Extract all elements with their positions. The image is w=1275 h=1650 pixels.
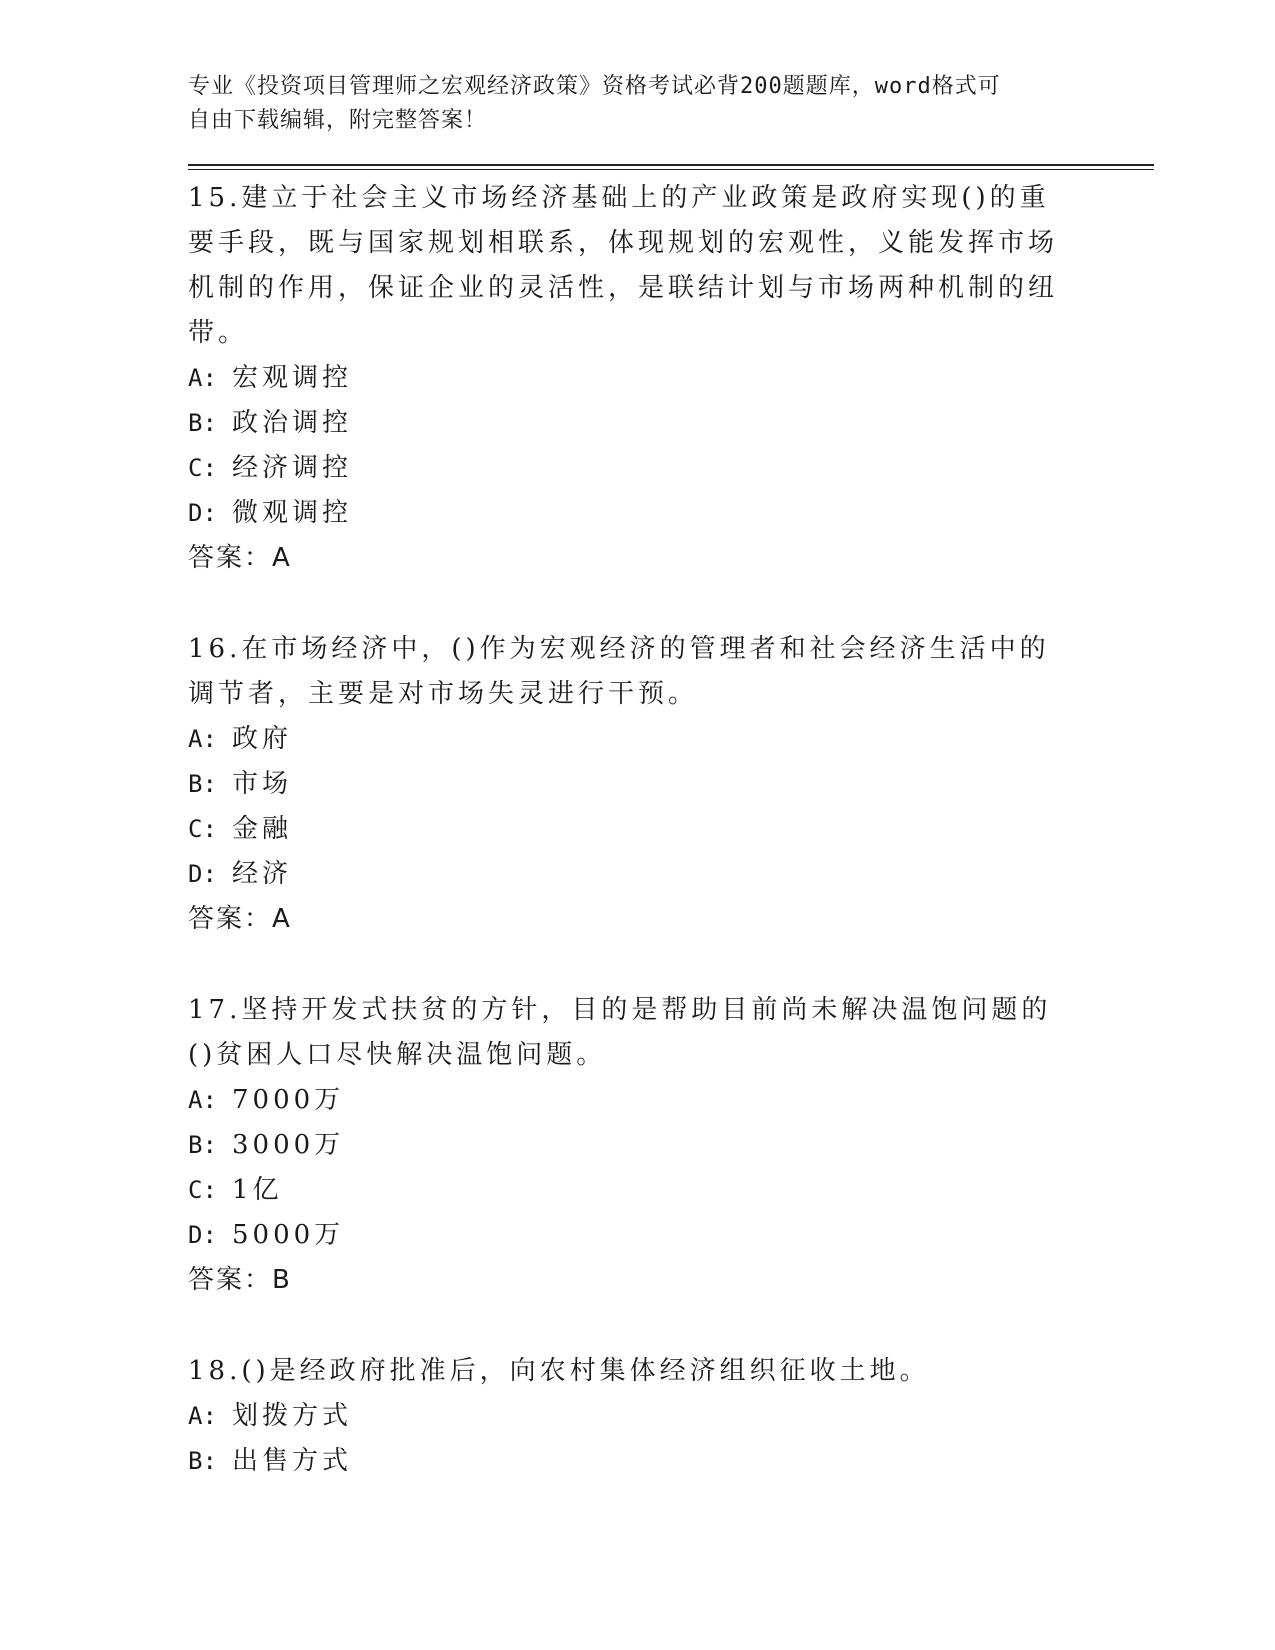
document-page bbox=[188, 70, 1158, 1530]
option-d bbox=[188, 491, 1158, 536]
question-stem: 16.在市场经济中，()作为宏观经济的管理者和社会经济生活中的调节者，主要是对市场失灵进行干预。 bbox=[188, 634, 1050, 709]
question-16 bbox=[188, 627, 1158, 942]
option-letter: D: bbox=[188, 860, 217, 888]
option-b bbox=[188, 762, 1158, 807]
option-letter: C: bbox=[188, 815, 217, 843]
option-a bbox=[188, 717, 1158, 762]
option-text: 金融 bbox=[232, 814, 293, 844]
option-letter: D: bbox=[188, 1221, 217, 1249]
option-letter: C: bbox=[188, 1176, 217, 1204]
option-letter: B: bbox=[188, 770, 217, 798]
option-text: 7000万 bbox=[232, 1085, 345, 1115]
option-letter: B: bbox=[188, 409, 217, 437]
option-letter: D: bbox=[188, 499, 217, 527]
option-text: 出售方式 bbox=[232, 1446, 353, 1476]
option-text: 5000万 bbox=[232, 1220, 345, 1250]
option-list bbox=[188, 1078, 1158, 1258]
option-letter: A: bbox=[188, 1402, 217, 1430]
option-letter: A: bbox=[188, 364, 217, 392]
option-text: 宏观调控 bbox=[232, 363, 353, 393]
option-b bbox=[188, 1439, 1158, 1484]
option-text: 政治调控 bbox=[232, 408, 353, 438]
question-18 bbox=[188, 1349, 1158, 1484]
option-a bbox=[188, 1394, 1158, 1439]
header-line-2: 自由下载编辑，附完整答案！ bbox=[188, 108, 488, 133]
option-c bbox=[188, 1168, 1158, 1213]
document-header bbox=[188, 70, 1068, 138]
option-text: 市场 bbox=[232, 769, 293, 799]
option-list bbox=[188, 717, 1158, 897]
option-text: 3000万 bbox=[232, 1130, 345, 1160]
option-letter: C: bbox=[188, 454, 217, 482]
option-c bbox=[188, 446, 1158, 491]
header-line-1: 专业《投资项目管理师之宏观经济政策》资格考试必背200题题库，word格式可 bbox=[188, 74, 1001, 99]
option-d bbox=[188, 1213, 1158, 1258]
option-list bbox=[188, 356, 1158, 536]
option-text: 政府 bbox=[232, 724, 293, 754]
option-text: 1亿 bbox=[232, 1175, 283, 1205]
answer-line: 答案：A bbox=[188, 543, 292, 573]
question-17 bbox=[188, 988, 1158, 1303]
question-15 bbox=[188, 176, 1158, 581]
question-stem: 15.建立于社会主义市场经济基础上的产业政策是政府实现()的重要手段，既与国家规划相联系，体现规划的宏观性，义能发挥市场机制的作用，保证企业的灵活性，是联结计划与市场两种机制的纽带。 bbox=[188, 183, 1059, 348]
option-a bbox=[188, 1078, 1158, 1123]
question-stem: 17.坚持开发式扶贫的方针，目的是帮助目前尚未解决温饱问题的()贫困人口尽快解决温饱问题。 bbox=[188, 995, 1052, 1070]
answer-line: 答案：B bbox=[188, 1265, 292, 1295]
option-b bbox=[188, 1123, 1158, 1168]
option-b bbox=[188, 401, 1158, 446]
question-stem: 18.()是经政府批准后，向农村集体经济组织征收土地。 bbox=[188, 1356, 930, 1386]
option-c bbox=[188, 807, 1158, 852]
option-letter: B: bbox=[188, 1131, 217, 1159]
option-letter: A: bbox=[188, 725, 217, 753]
option-letter: B: bbox=[188, 1447, 217, 1475]
option-text: 划拨方式 bbox=[232, 1401, 353, 1431]
question-list bbox=[188, 176, 1158, 1484]
option-d bbox=[188, 852, 1158, 897]
option-text: 微观调控 bbox=[232, 498, 353, 528]
option-letter: A: bbox=[188, 1086, 217, 1114]
answer-line: 答案：A bbox=[188, 904, 292, 934]
option-list bbox=[188, 1394, 1158, 1484]
header-divider bbox=[188, 164, 1154, 170]
option-text: 经济调控 bbox=[232, 453, 353, 483]
option-text: 经济 bbox=[232, 859, 293, 889]
option-a bbox=[188, 356, 1158, 401]
